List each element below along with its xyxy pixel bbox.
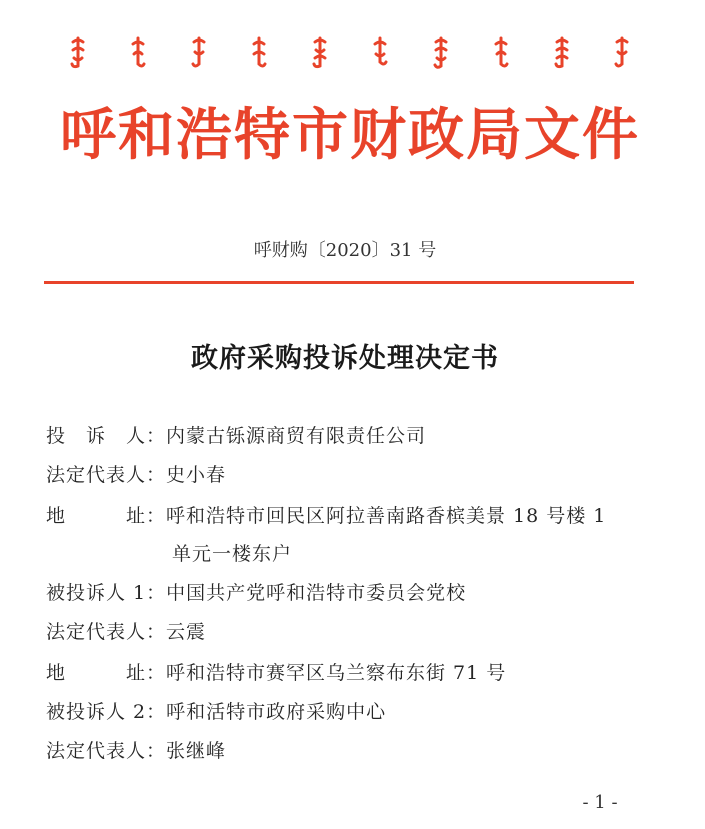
mongolian-glyph bbox=[191, 36, 207, 70]
complainant-address-line bbox=[46, 504, 606, 528]
complainant-rep-label: 法定代表人： bbox=[46, 464, 167, 486]
respondent-2-line bbox=[46, 700, 386, 724]
respondent-1-rep-label: 法定代表人： bbox=[46, 621, 167, 643]
mongolian-glyph bbox=[614, 36, 630, 70]
complainant-address-label: 地 址： bbox=[46, 505, 167, 527]
respondent-1-address-value: 呼和浩特市赛罕区乌兰察布东街 71 号 bbox=[166, 662, 507, 684]
complainant-value: 内蒙古铄源商贸有限责任公司 bbox=[166, 425, 427, 447]
mongolian-glyph bbox=[493, 36, 509, 70]
respondent-1-line bbox=[46, 581, 466, 605]
mongolian-glyph bbox=[130, 36, 146, 70]
mongolian-script-header bbox=[70, 36, 630, 82]
respondent-2-label: 被投诉人 2： bbox=[46, 701, 167, 723]
respondent-1-address-label: 地 址： bbox=[46, 662, 167, 684]
mongolian-glyph bbox=[372, 36, 388, 70]
org-title: 呼和浩特市财政局文件 bbox=[60, 103, 640, 168]
mongolian-glyph bbox=[433, 36, 449, 70]
respondent-1-rep-value: 云震 bbox=[166, 621, 207, 643]
respondent-2-rep-value: 张继峰 bbox=[166, 740, 227, 762]
respondent-1-rep-line bbox=[46, 620, 206, 644]
respondent-2-value: 呼和活特市政府采购中心 bbox=[166, 701, 387, 723]
complainant-label: 投 诉 人： bbox=[46, 425, 167, 447]
mongolian-glyph bbox=[554, 36, 570, 70]
mongolian-glyph bbox=[312, 36, 328, 70]
complainant-rep-line bbox=[46, 463, 226, 487]
mongolian-glyph bbox=[70, 36, 86, 70]
complainant-address-value: 呼和浩特市回民区阿拉善南路香槟美景 18 号楼 1 bbox=[166, 505, 607, 527]
doc-number: 呼财购〔2020〕31 号 bbox=[253, 240, 437, 261]
complainant-line bbox=[46, 424, 426, 448]
document-title: 政府采购投诉处理决定书 bbox=[191, 343, 499, 374]
respondent-1-value: 中国共产党呼和浩特市委员会党校 bbox=[166, 582, 467, 604]
complainant-rep-value: 史小春 bbox=[166, 464, 227, 486]
respondent-1-address-line bbox=[46, 661, 506, 685]
respondent-2-rep-label: 法定代表人： bbox=[46, 740, 167, 762]
complainant-address-continuation: 单元一楼东户 bbox=[172, 543, 293, 565]
red-divider bbox=[44, 281, 634, 284]
respondent-2-rep-line bbox=[46, 739, 226, 763]
mongolian-glyph bbox=[251, 36, 267, 70]
respondent-1-label: 被投诉人 1： bbox=[46, 582, 167, 604]
page-number: - 1 - bbox=[582, 792, 618, 813]
